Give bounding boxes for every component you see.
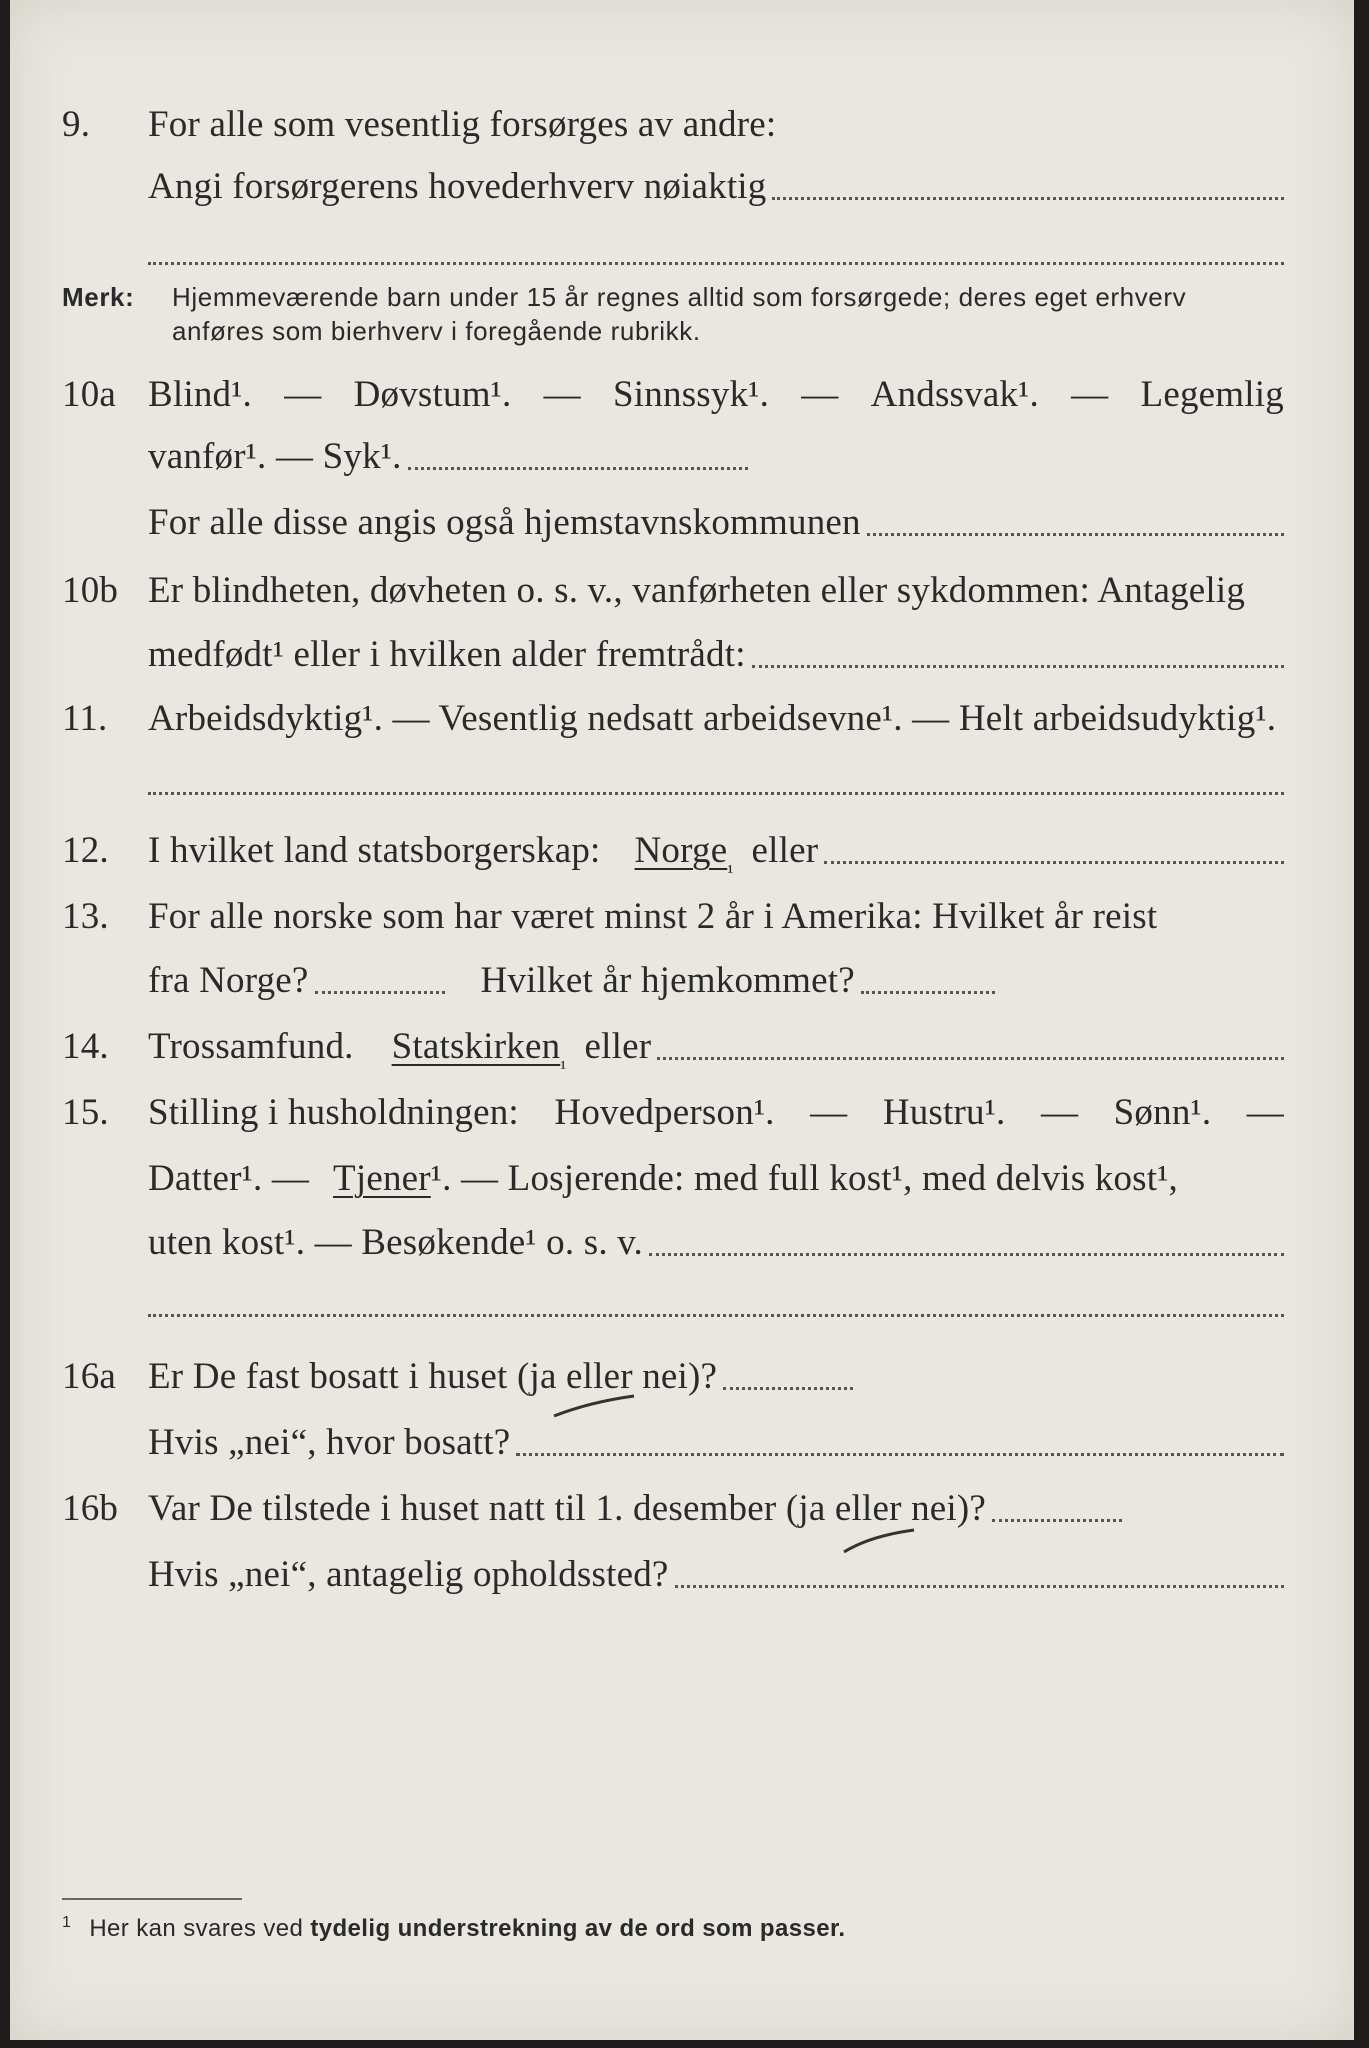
q13-reist-field[interactable] bbox=[315, 991, 445, 994]
q14-answer-field[interactable] bbox=[657, 1057, 1284, 1060]
q10a-line2 bbox=[10, 432, 1354, 478]
q16b-line2 bbox=[10, 1550, 1354, 1596]
q9-answer-field[interactable] bbox=[772, 197, 1284, 200]
q13-hjemkommet-field[interactable] bbox=[861, 991, 995, 994]
q15-besokende: uten kost¹. — Besøkende¹ o. s. v. bbox=[148, 1222, 644, 1263]
q9-line1 bbox=[10, 100, 1354, 146]
q13-line1 bbox=[10, 892, 1354, 938]
q10a-part: — bbox=[801, 374, 839, 415]
census-form-page bbox=[10, 0, 1354, 2040]
q14-number: 14. bbox=[62, 1026, 109, 1067]
q12-prompt: I hvilket land statsborgerskap: bbox=[148, 830, 601, 871]
q12-answer-field[interactable] bbox=[824, 861, 1284, 864]
footnote-rule bbox=[62, 1898, 242, 1900]
q12-answer-norge: Norge bbox=[634, 830, 728, 871]
q10b-text: Er blindheten, døvheten o. s. v., vanførheten eller sykdommen: Antagelig bbox=[148, 570, 1246, 611]
q15-answer-field-2[interactable] bbox=[148, 1314, 1284, 1317]
q10a-hjemstavn-field[interactable] bbox=[867, 533, 1284, 536]
q11-text: Arbeidsdyktig¹. — Vesentlig nedsatt arbeidsevne¹. — Helt arbeidsudyktig¹. bbox=[148, 698, 1277, 739]
q16a-text: Er De fast bosatt i huset (ja eller nei)? bbox=[148, 1356, 718, 1397]
q16b-oppholdssted-field[interactable] bbox=[675, 1585, 1284, 1588]
q12-line: 12. I hvilket land statsborgerskap: Norge ¹ eller bbox=[10, 826, 1354, 872]
q15-part: Hovedperson¹. bbox=[554, 1092, 775, 1133]
q15-part: — bbox=[1040, 1092, 1079, 1133]
q12-number: 12. bbox=[62, 830, 109, 871]
q15-line1 bbox=[10, 1088, 1354, 1134]
q9-text: For alle som vesentlig forsørges av andre: bbox=[148, 104, 777, 145]
q10a-part: Andssvak¹. bbox=[870, 374, 1039, 415]
q16b-text: Var De tilstede i huset natt til 1. desember (ja eller nei)? bbox=[148, 1488, 987, 1529]
q9-prompt: Angi forsørgerens hovederhverv nøiaktig bbox=[148, 166, 767, 207]
footnote bbox=[62, 1914, 845, 1943]
q16b-answer-field[interactable] bbox=[992, 1519, 1122, 1522]
q10a-part: — bbox=[284, 374, 322, 415]
q10b-number: 10b bbox=[62, 570, 119, 611]
q10b-prompt: medfødt¹ eller i hvilken alder fremtrådt: bbox=[148, 634, 746, 675]
q13-line2 bbox=[10, 956, 1354, 1002]
q10a-answer-field[interactable] bbox=[408, 467, 748, 470]
q16a-line1 bbox=[10, 1352, 1354, 1398]
q11-answer-field[interactable] bbox=[148, 792, 1284, 795]
footnote-text: Her kan svares ved bbox=[89, 1915, 304, 1942]
q10b-answer-field[interactable] bbox=[752, 665, 1284, 668]
q10a-vanfor-syk: vanfør¹. — Syk¹. bbox=[148, 436, 402, 477]
q16b-number: 16b bbox=[62, 1488, 119, 1529]
q15-part: — bbox=[1246, 1092, 1284, 1133]
q13-number: 13. bbox=[62, 896, 109, 937]
q10a-line3 bbox=[10, 498, 1354, 544]
q14-line: 14. Trossamfund. Statskirken ¹ eller bbox=[10, 1022, 1354, 1068]
q16b-line1 bbox=[10, 1484, 1354, 1530]
merk-text-line1: Hjemmeværende barn under 15 år regnes alltid som forsørgede; deres eget erhverv bbox=[172, 282, 1187, 312]
q15-part: — bbox=[810, 1092, 848, 1133]
q10a-part: Blind¹. bbox=[148, 374, 252, 415]
q10a-hjemstavn-prompt: For alle disse angis også hjemstavnskommunen bbox=[148, 502, 861, 543]
q15-answer-tjener: Tjener bbox=[333, 1158, 431, 1199]
q15-line3 bbox=[10, 1218, 1354, 1264]
q11-number: 11. bbox=[62, 698, 108, 739]
q9-number: 9. bbox=[62, 104, 91, 145]
q15-losjerende: ¹. — Losjerende: med full kost¹, med delvis kost¹, bbox=[430, 1158, 1178, 1199]
q10a-number: 10a bbox=[62, 374, 117, 415]
merk-label: Merk: bbox=[62, 282, 135, 312]
q10b-line1 bbox=[10, 566, 1354, 612]
q11-line1 bbox=[10, 694, 1354, 740]
q15-part: Sønn¹. bbox=[1113, 1092, 1212, 1133]
q13-reist-prompt: fra Norge? bbox=[148, 960, 309, 1001]
q16a-number: 16a bbox=[62, 1356, 117, 1397]
footnote-text-bold: tydelig understrekning av de ord som passer. bbox=[310, 1915, 846, 1942]
merk-text-line2: anføres som bierhverv i foregående rubrikk. bbox=[172, 316, 701, 346]
q15-part: Hustru¹. bbox=[882, 1092, 1006, 1133]
q10a-part: Sinnssyk¹. bbox=[613, 374, 770, 415]
q16b-oppholdssted-prompt: Hvis „nei“, antagelig opholdssted? bbox=[148, 1554, 669, 1595]
q10a-line1 bbox=[10, 370, 1354, 416]
q16a-bosatt-field[interactable] bbox=[516, 1453, 1284, 1456]
q14-answer-statskirken: Statskirken bbox=[391, 1026, 561, 1067]
q9-answer-field-2[interactable] bbox=[148, 262, 1284, 265]
q14-eller: eller bbox=[584, 1026, 652, 1067]
q15-part: Stilling i husholdningen: bbox=[148, 1092, 519, 1133]
q10a-part: — bbox=[1071, 374, 1109, 415]
merk-note bbox=[62, 280, 1284, 350]
q13-text: For alle norske som har været minst 2 år i Amerika: Hvilket år reist bbox=[148, 896, 1158, 937]
q16a-answer-field[interactable] bbox=[723, 1387, 853, 1390]
q14-prompt: Trossamfund. bbox=[148, 1026, 354, 1067]
q9-line2 bbox=[10, 162, 1354, 208]
q13-hjemkommet-prompt: Hvilket år hjemkommet? bbox=[480, 960, 855, 1001]
q10a-part: Legemlig bbox=[1140, 374, 1284, 415]
q15-datter: Datter¹. — bbox=[148, 1158, 310, 1199]
q10a-part: — bbox=[543, 374, 581, 415]
q15-number: 15. bbox=[62, 1092, 109, 1133]
q10a-part: Døvstum¹. bbox=[353, 374, 512, 415]
q15-answer-field[interactable] bbox=[649, 1253, 1284, 1256]
q12-eller: eller bbox=[751, 830, 819, 871]
q16a-line2 bbox=[10, 1418, 1354, 1464]
footnote-mark: 1 bbox=[62, 1914, 72, 1931]
q15-line2 bbox=[10, 1154, 1354, 1200]
q10b-line2 bbox=[10, 630, 1354, 676]
q16a-bosatt-prompt: Hvis „nei“, hvor bosatt? bbox=[148, 1422, 511, 1463]
